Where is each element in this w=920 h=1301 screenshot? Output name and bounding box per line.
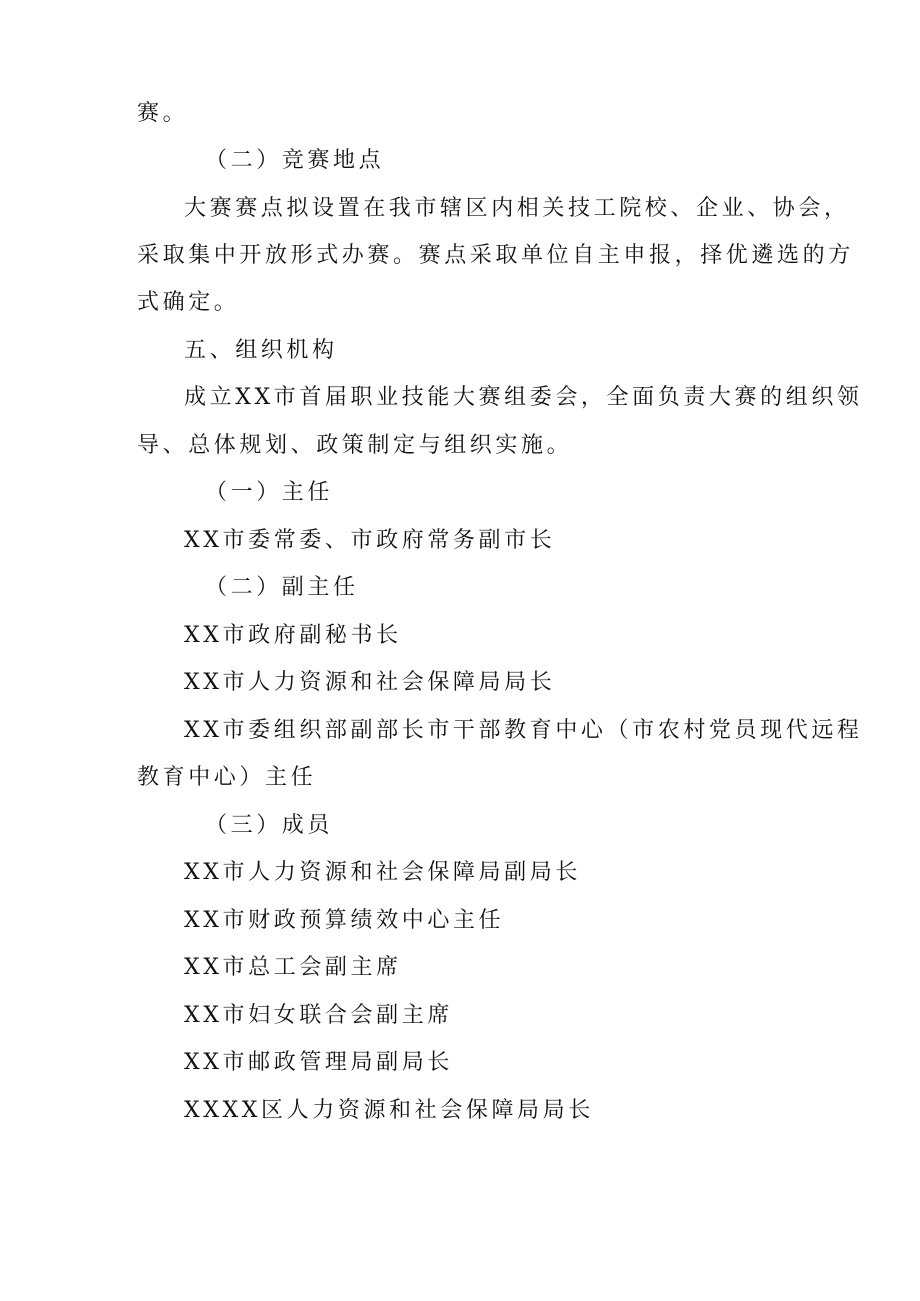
- member-entry-1: XX市人力资源和社会保障局副局长: [184, 860, 581, 885]
- text-line-cont-sai: 赛。: [137, 101, 189, 126]
- paragraph-venue-line-1: 大赛赛点拟设置在我市辖区内相关技工院校、企业、协会，: [184, 196, 850, 221]
- member-entry-6: XXXX区人力资源和社会保障局局长: [184, 1098, 594, 1123]
- member-entry-5: XX市邮政管理局副局长: [184, 1050, 453, 1075]
- subheading-deputy-director: （二）副主任: [205, 575, 359, 600]
- deputy-entry-3-line-1: XX市委组织部副部长市干部教育中心（市农村党员现代远程: [184, 718, 863, 743]
- deputy-entry-3-line-2: 教育中心）主任: [137, 765, 317, 790]
- subheading-venue: （二）竞赛地点: [205, 148, 385, 173]
- director-entry: XX市委常委、市政府常务副市长: [184, 528, 556, 553]
- paragraph-committee-line-2: 导、总体规划、政策制定与组织实施。: [137, 433, 573, 458]
- member-entry-4: XX市妇女联合会副主席: [184, 1003, 453, 1028]
- subheading-director: （一）主任: [205, 480, 334, 505]
- member-entry-3: XX市总工会副主席: [184, 955, 402, 980]
- deputy-entry-1: XX市政府副秘书长: [184, 623, 402, 648]
- deputy-entry-2: XX市人力资源和社会保障局局长: [184, 670, 556, 695]
- paragraph-committee-line-1: 成立XX市首届职业技能大赛组委会，全面负责大赛的组织领: [184, 385, 863, 410]
- subheading-members: （三）成员: [205, 813, 334, 838]
- member-entry-2: XX市财政预算绩效中心主任: [184, 908, 505, 933]
- heading-organization: 五、组织机构: [184, 338, 338, 363]
- paragraph-venue-line-3: 式确定。: [137, 290, 240, 315]
- paragraph-venue-line-2: 采取集中开放形式办赛。赛点采取单位自主申报，择优遴选的方: [137, 243, 854, 268]
